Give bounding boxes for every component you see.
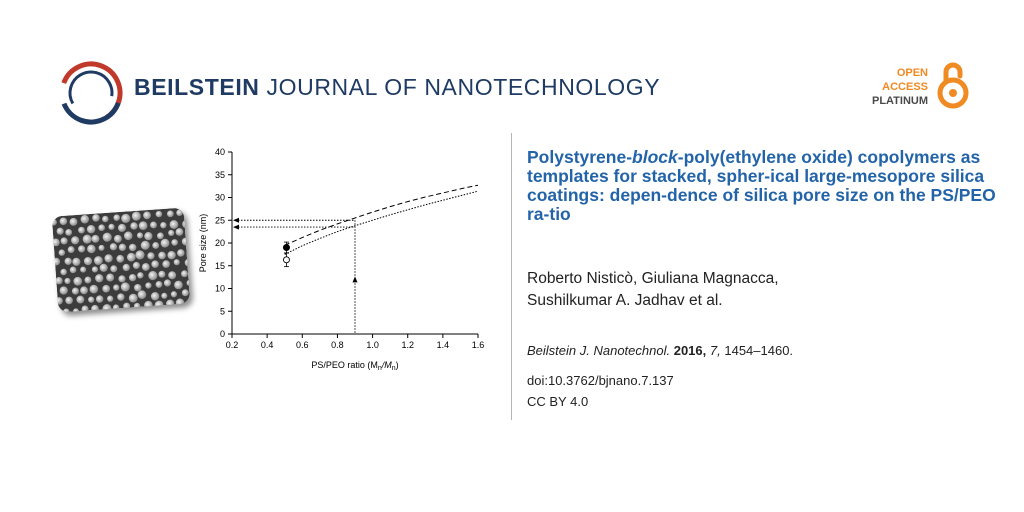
beilstein-logo-icon	[56, 58, 126, 128]
series-dashed-line	[285, 185, 478, 245]
y-tick-label: 10	[214, 283, 225, 294]
guide-arrow-vertical	[353, 276, 358, 282]
data-point-filled	[283, 244, 290, 251]
badge-line-platinum: PLATINUM	[871, 95, 928, 107]
journal-title	[134, 74, 660, 101]
y-tick-label: 40	[214, 147, 225, 157]
journal-title-bold: BEILSTEIN	[134, 74, 260, 100]
authors-line-2: Sushilkumar A. Jadhav et al.	[527, 292, 723, 309]
authors-line-1: Roberto Nisticò, Giuliana Magnacca,	[527, 270, 779, 287]
x-tick-label: 0.6	[296, 340, 309, 350]
open-access-badge	[872, 66, 928, 108]
x-tick-label: 1.2	[401, 340, 414, 350]
citation-volume: 7,	[709, 343, 721, 358]
author-list	[527, 268, 997, 312]
citation-journal: Beilstein J. Nanotechnol.	[527, 343, 671, 358]
pore-size-chart	[196, 142, 496, 374]
doi-link[interactable]: doi:10.3762/bjnano.7.137	[527, 373, 674, 388]
y-tick-label: 25	[214, 215, 225, 226]
journal-title-rest: JOURNAL OF NANOTECHNOLOGY	[259, 74, 661, 100]
guide-arrow-lower	[233, 225, 239, 230]
series-dotted-line	[285, 191, 478, 254]
x-tick-label: 1.4	[436, 340, 450, 350]
y-tick-label: 5	[219, 306, 225, 317]
y-tick-label: 35	[214, 169, 225, 180]
license-text: CC BY 4.0	[527, 394, 589, 409]
article-title	[527, 148, 997, 224]
title-part-2: -poly(ethylene oxide) copolymers as templates for stacked, spher-ical large-mesopore silica coatings: depen-dence of silica pore size on the PS/PEO ra-tio	[527, 147, 996, 224]
badge-line-access: ACCESS	[882, 81, 928, 93]
data-point-open	[283, 257, 289, 263]
y-tick-label: 30	[214, 192, 225, 203]
guide-upper-line	[238, 220, 355, 334]
open-access-lock-icon	[936, 60, 970, 110]
x-tick-label: 0.8	[331, 340, 344, 350]
citation	[527, 343, 793, 358]
citation-year: 2016,	[673, 343, 707, 358]
title-italic: block	[632, 147, 678, 167]
x-axis-label: PS/PEO ratio $(M_n/M_n)$	[311, 360, 399, 372]
y-axis-label: Pore size (nm)	[198, 213, 208, 273]
y-tick-label: 20	[214, 238, 225, 248]
y-tick-label: 0	[219, 329, 225, 339]
citation-pages: 1454–1460.	[724, 343, 794, 358]
title-part-1: Polystyrene-	[527, 147, 633, 167]
guide-arrow-upper	[233, 218, 239, 223]
x-tick-label: 0.4	[260, 340, 274, 350]
y-tick-label: 15	[214, 260, 225, 271]
tem-micrograph-image	[52, 208, 190, 313]
x-tick-label: 1.6	[471, 340, 485, 350]
x-tick-label: 1.0	[366, 340, 379, 350]
badge-line-open: OPEN	[896, 67, 928, 79]
x-tick-label: 0.2	[225, 340, 239, 350]
vertical-divider	[511, 133, 512, 420]
